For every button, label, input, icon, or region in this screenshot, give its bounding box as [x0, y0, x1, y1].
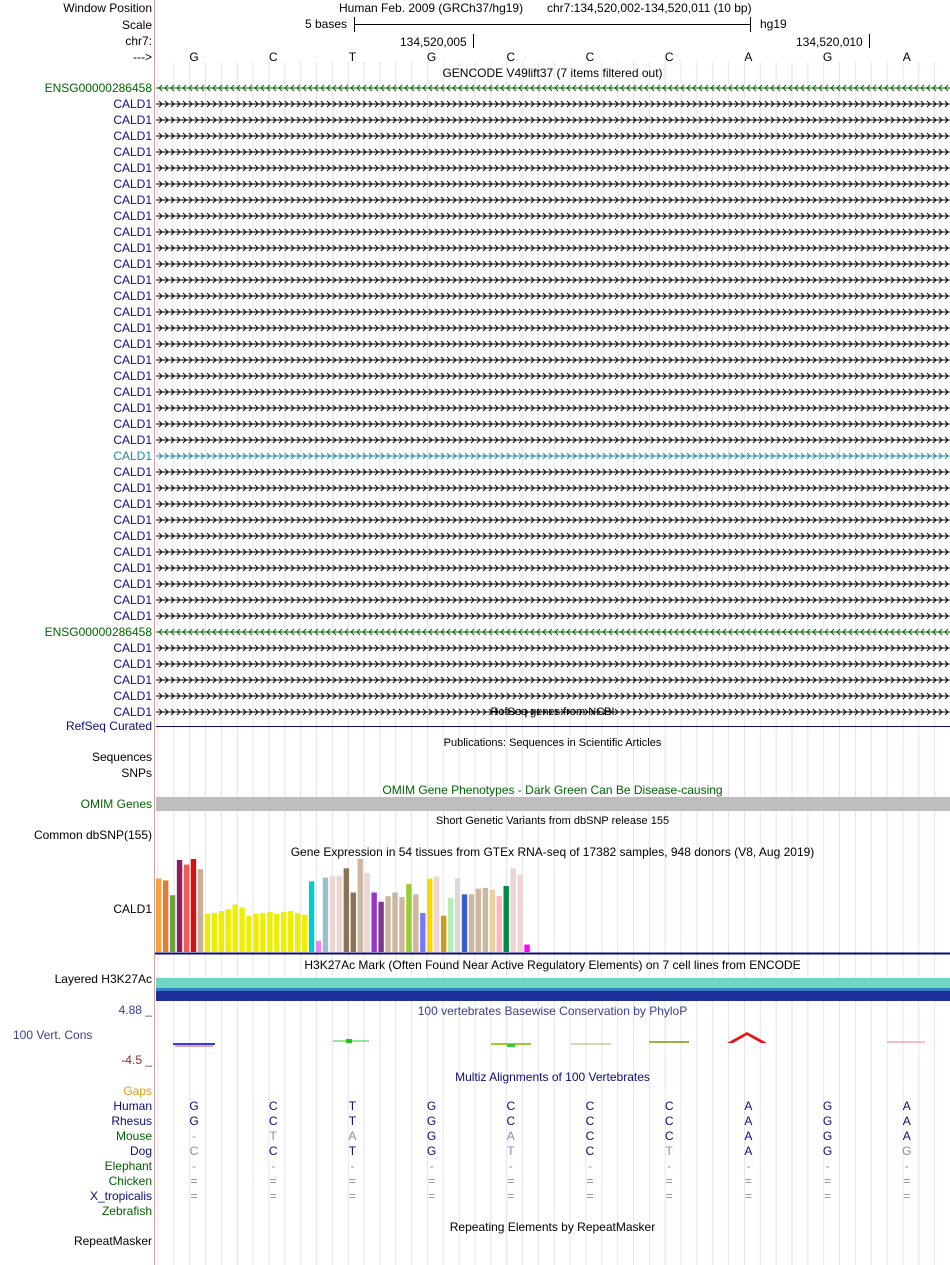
dna-base: A — [744, 50, 753, 64]
multiz-aligned-base: = — [190, 1189, 198, 1203]
gencode-transcript-line[interactable] — [156, 499, 950, 509]
refseq-track-label[interactable]: RefSeq Curated — [65, 719, 152, 733]
multiz-aligned-base: G — [822, 1099, 833, 1113]
multiz-aligned-base: C — [268, 1144, 278, 1158]
gtex-tissue-bar — [170, 895, 175, 952]
gtex-tissue-bar — [281, 912, 286, 952]
multiz-aligned-base: = — [428, 1189, 436, 1203]
gtex-tissue-bar — [156, 879, 161, 952]
multiz-aligned-base: G — [189, 1099, 199, 1113]
gtex-tissue-bar — [198, 869, 203, 952]
multiz-species-label[interactable]: Elephant — [104, 1159, 152, 1173]
gtex-tissue-bar — [337, 876, 342, 952]
multiz-aligned-base: T — [348, 1099, 357, 1113]
gtex-bar-chart[interactable] — [155, 858, 950, 955]
multiz-aligned-base: - — [429, 1159, 434, 1173]
gtex-tissue-bar — [274, 914, 279, 952]
gtex-tissue-bar — [351, 892, 356, 952]
gencode-transcript-label[interactable]: CALD1 — [113, 113, 152, 127]
multiz-aligned-base: C — [268, 1114, 278, 1128]
multiz-aligned-base: = — [903, 1174, 911, 1188]
multiz-aligned-base: - — [271, 1159, 276, 1173]
multiz-aligned-base: = — [269, 1174, 277, 1188]
scale-bar-left-tick — [354, 17, 355, 32]
gencode-transcript-label[interactable]: CALD1 — [113, 177, 152, 191]
gencode-transcript-label[interactable]: CALD1 — [113, 385, 152, 399]
gtex-tissue-bar — [420, 913, 425, 952]
multiz-aligned-base: C — [189, 1144, 199, 1158]
publications-label-sequences[interactable]: Sequences — [91, 750, 152, 764]
gencode-transcript-line[interactable] — [156, 659, 950, 669]
multiz-aligned-base: G — [426, 1099, 437, 1113]
multiz-species-label[interactable]: Mouse — [115, 1129, 152, 1143]
gencode-transcript-line[interactable] — [156, 307, 950, 317]
gtex-track-label[interactable]: CALD1 — [113, 902, 152, 916]
multiz-aligned-base: = — [348, 1174, 356, 1188]
gtex-tissue-bar — [448, 898, 453, 952]
gencode-transcript-line[interactable] — [156, 579, 950, 589]
gtex-tissue-bar — [441, 916, 446, 952]
scale-label[interactable]: Scale — [121, 18, 152, 32]
multiz-aligned-base: T — [348, 1114, 357, 1128]
gencode-transcript-label[interactable]: CALD1 — [113, 337, 152, 351]
multiz-species-label[interactable]: Dog — [129, 1144, 152, 1158]
multiz-species-label[interactable]: Zebrafish — [101, 1204, 152, 1218]
multiz-aligned-base: - — [350, 1159, 355, 1173]
gencode-transcript-label[interactable]: CALD1 — [113, 241, 152, 255]
multiz-aligned-base: G — [426, 1129, 437, 1143]
gtex-tissue-bar — [191, 859, 196, 952]
multiz-aligned-base: C — [506, 1099, 516, 1113]
gencode-transcript-label[interactable]: CALD1 — [113, 609, 152, 623]
publications-track-title[interactable]: Publications: Sequences in Scientific Articles — [443, 737, 662, 749]
gtex-tissue-bar — [510, 868, 515, 952]
gencode-transcript-line[interactable] — [156, 179, 950, 189]
multiz-aligned-base: - — [588, 1159, 592, 1173]
gtex-tissue-bar — [365, 873, 370, 952]
gtex-tissue-bar — [260, 913, 265, 952]
gencode-transcript-label[interactable]: CALD1 — [113, 353, 152, 367]
window-position-label[interactable]: Window Position — [63, 1, 152, 15]
multiz-aligned-base: A — [348, 1129, 357, 1143]
gencode-transcript-line[interactable] — [156, 163, 950, 173]
gtex-tissue-bar — [413, 894, 418, 952]
gtex-tissue-bar — [427, 879, 432, 952]
multiz-aligned-base: - — [192, 1159, 196, 1173]
phylop-max-label: 4.88 _ — [118, 1003, 152, 1017]
multiz-aligned-base: = — [665, 1189, 673, 1203]
coordinate-2-tick — [869, 34, 870, 48]
gtex-tissue-bar — [490, 890, 495, 952]
gencode-transcript-line[interactable] — [156, 547, 950, 557]
dna-base: G — [822, 50, 833, 64]
gtex-tissue-bar — [524, 945, 529, 952]
dna-base: C — [585, 50, 595, 64]
gencode-transcript-line[interactable] — [156, 243, 950, 253]
coordinate-1-tick — [473, 34, 474, 48]
multiz-aligned-base: = — [903, 1189, 911, 1203]
gtex-tissue-bar — [246, 916, 251, 952]
gencode-transcript-label[interactable]: ENSG00000286458 — [44, 625, 152, 639]
dbsnp-track-title[interactable]: Short Genetic Variants from dbSNP release 155 — [435, 815, 670, 827]
gencode-transcript-label[interactable]: ENSG00000286458 — [44, 81, 152, 95]
multiz-aligned-base: G — [189, 1114, 199, 1128]
multiz-aligned-base: A — [902, 1114, 911, 1128]
gtex-tissue-bar — [378, 902, 383, 952]
dbsnp-track-label[interactable]: Common dbSNP(155) — [33, 828, 152, 842]
dna-base: C — [506, 50, 516, 64]
gtex-tissue-bar — [497, 896, 502, 952]
gencode-transcript-label[interactable]: CALD1 — [113, 545, 152, 559]
multiz-aligned-base: G — [822, 1114, 833, 1128]
gencode-transcript-line[interactable] — [156, 339, 950, 349]
multiz-aligned-base: A — [744, 1144, 753, 1158]
gencode-transcript-line[interactable] — [156, 611, 950, 621]
multiz-aligned-base: T — [665, 1144, 673, 1158]
multiz-aligned-base: = — [744, 1189, 752, 1203]
gtex-tissue-bar — [267, 912, 272, 952]
gtex-tissue-bar — [406, 884, 411, 952]
phylop-track-label[interactable]: 100 Vert. Cons — [13, 1028, 93, 1042]
gencode-transcript-label[interactable]: CALD1 — [113, 657, 152, 671]
gencode-transcript-label[interactable]: CALD1 — [113, 401, 152, 415]
gencode-transcript-line[interactable] — [156, 515, 950, 525]
phylop-conservation-plot[interactable] — [155, 1030, 950, 1050]
multiz-aligned-base: = — [586, 1189, 594, 1203]
gencode-transcript-label[interactable]: CALD1 — [113, 561, 152, 575]
gencode-transcript-label[interactable]: CALD1 — [113, 593, 152, 607]
gencode-transcript-line[interactable] — [156, 675, 950, 685]
gencode-transcript-line[interactable] — [156, 627, 950, 637]
gencode-transcript-line[interactable] — [156, 483, 950, 493]
gtex-track-title[interactable]: Gene Expression in 54 tissues from GTEx RNA-seq of 17382 samples, 948 donors (V8, Aug 2019) — [290, 845, 815, 859]
scale-bar-right-tick — [750, 17, 751, 32]
gtex-tissue-bar — [295, 913, 300, 952]
gencode-transcript-line[interactable] — [156, 131, 950, 141]
gtex-tissue-bar — [469, 894, 474, 952]
multiz-aligned-base: A — [902, 1099, 911, 1113]
h3k27ac-layer-dark[interactable] — [156, 991, 950, 1001]
gencode-transcript-line[interactable] — [156, 467, 950, 477]
phylop-track-title[interactable]: 100 vertebrates Basewise Conservation by PhyloP — [417, 1004, 688, 1018]
position-text: chr7:134,520,002-134,520,011 (10 bp) — [547, 1, 752, 15]
gencode-transcript-label[interactable]: CALD1 — [113, 673, 152, 687]
gtex-tissue-bar — [239, 907, 244, 952]
gencode-transcript-line[interactable] — [156, 643, 950, 653]
gencode-transcript-label[interactable]: CALD1 — [113, 145, 152, 159]
multiz-aligned-base: A — [744, 1099, 753, 1113]
multiz-aligned-base: A — [744, 1114, 753, 1128]
multiz-aligned-base: - — [746, 1159, 751, 1173]
repeatmasker-track-title[interactable]: Repeating Elements by RepeatMasker — [449, 1220, 656, 1234]
gencode-transcript-label[interactable]: CALD1 — [113, 289, 152, 303]
gtex-tissue-bar — [399, 897, 404, 952]
gtex-tissue-bar — [253, 914, 258, 952]
refseq-track-title[interactable]: RefSeq genes from NCBI — [490, 706, 615, 718]
multiz-aligned-base: = — [348, 1189, 356, 1203]
gencode-transcript-line[interactable] — [156, 595, 950, 605]
scale-bases-text: 5 bases — [305, 17, 348, 31]
gencode-transcript-label[interactable]: CALD1 — [113, 481, 152, 495]
gencode-transcript-label[interactable]: CALD1 — [113, 321, 152, 335]
gtex-tissue-bar — [358, 859, 363, 952]
phylop-signal-6-peak — [727, 1032, 767, 1043]
multiz-species-label[interactable]: X_tropicalis — [89, 1189, 152, 1203]
gtex-tissue-bar — [288, 911, 293, 952]
gtex-tissue-bar — [302, 915, 307, 952]
gtex-tissue-bar — [330, 876, 335, 952]
multiz-aligned-base: - — [192, 1129, 196, 1143]
gtex-tissue-bar — [212, 913, 217, 952]
gtex-tissue-bar — [385, 896, 390, 952]
gencode-transcript-line[interactable] — [156, 691, 950, 701]
gencode-transcript-line[interactable] — [156, 355, 950, 365]
gtex-tissue-bar — [323, 878, 328, 952]
gtex-tissue-bar — [226, 909, 231, 952]
gencode-transcript-label[interactable]: CALD1 — [113, 257, 152, 271]
multiz-aligned-base: C — [585, 1114, 595, 1128]
multiz-aligned-base: G — [822, 1129, 833, 1143]
gtex-tissue-bar — [483, 888, 488, 952]
multiz-aligned-base: C — [664, 1099, 674, 1113]
multiz-aligned-base: T — [269, 1129, 277, 1143]
multiz-aligned-base: = — [507, 1189, 515, 1203]
gencode-transcript-label[interactable]: CALD1 — [113, 497, 152, 511]
gencode-transcript-label[interactable]: CALD1 — [113, 225, 152, 239]
gtex-tissue-bar — [309, 881, 314, 952]
multiz-aligned-base: - — [825, 1159, 830, 1173]
gencode-transcript-label[interactable]: CALD1 — [113, 449, 152, 463]
coordinate-2: 134,520,010 — [796, 35, 863, 49]
gencode-transcript-label[interactable]: CALD1 — [113, 641, 152, 655]
gtex-tissue-bar — [232, 905, 237, 952]
multiz-aligned-base: - — [508, 1159, 513, 1173]
multiz-aligned-base: = — [586, 1174, 594, 1188]
gencode-transcript-label[interactable]: CALD1 — [113, 513, 152, 527]
gencode-transcript-label[interactable]: CALD1 — [113, 417, 152, 431]
gtex-tissue-bar — [392, 892, 397, 952]
gtex-tissue-bar — [462, 894, 467, 952]
multiz-aligned-base: = — [269, 1189, 277, 1203]
dna-base: C — [268, 50, 278, 64]
dna-base: C — [664, 50, 674, 64]
gtex-tissue-bar — [205, 914, 210, 952]
multiz-aligned-base: = — [824, 1189, 832, 1203]
coordinate-1: 134,520,005 — [400, 35, 467, 49]
multiz-aligned-base: - — [667, 1159, 672, 1173]
gtex-tissue-bar — [504, 886, 509, 952]
multiz-aligned-base: C — [268, 1099, 278, 1113]
gencode-transcript-line[interactable] — [156, 371, 950, 381]
gencode-transcript-label[interactable]: CALD1 — [113, 465, 152, 479]
gencode-transcript-label[interactable]: CALD1 — [113, 209, 152, 223]
gtex-tissue-bar — [455, 879, 460, 952]
omim-feature-bar[interactable] — [156, 797, 950, 811]
gencode-transcript-line[interactable] — [156, 275, 950, 285]
strand-label[interactable]: ---> — [133, 50, 152, 64]
gencode-transcript-label[interactable]: CALD1 — [113, 529, 152, 543]
phylop-signal-2b — [346, 1039, 352, 1043]
multiz-aligned-base: C — [585, 1144, 595, 1158]
multiz-aligned-base: G — [822, 1144, 833, 1158]
gencode-transcript-label[interactable]: CALD1 — [113, 689, 152, 703]
scale-bar — [354, 24, 751, 25]
gencode-transcript-line[interactable] — [156, 115, 950, 125]
gencode-transcript-line[interactable] — [156, 323, 950, 333]
gencode-transcript-line[interactable] — [156, 435, 950, 445]
multiz-track-title[interactable]: Multiz Alignments of 100 Vertebrates — [455, 1070, 650, 1084]
multiz-aligned-base: = — [507, 1174, 515, 1188]
gencode-transcript-label[interactable]: CALD1 — [113, 129, 152, 143]
multiz-aligned-base: C — [585, 1129, 595, 1143]
assembly-text: Human Feb. 2009 (GRCh37/hg19) — [339, 1, 524, 15]
gtex-tissue-bar — [177, 860, 182, 952]
gencode-track-title[interactable]: GENCODE V49lift37 (7 items filtered out) — [442, 66, 663, 80]
gencode-transcript-line[interactable] — [156, 419, 950, 429]
multiz-aligned-base: T — [348, 1144, 357, 1158]
gencode-transcript-label[interactable]: CALD1 — [113, 577, 152, 591]
gencode-transcript-label[interactable]: CALD1 — [113, 97, 152, 111]
gencode-transcript-line[interactable] — [156, 99, 950, 109]
multiz-aligned-base: G — [902, 1144, 912, 1158]
dna-base: G — [426, 50, 437, 64]
gencode-transcript-line[interactable] — [156, 259, 950, 269]
gencode-transcript-line[interactable] — [156, 563, 950, 573]
gtex-tissue-bar — [163, 880, 168, 952]
gencode-transcript-line[interactable] — [156, 531, 950, 541]
gtex-tissue-bar — [184, 865, 189, 952]
h3k27ac-layer-light[interactable] — [156, 978, 950, 988]
multiz-aligned-base: C — [664, 1114, 674, 1128]
multiz-aligned-base: A — [506, 1129, 515, 1143]
multiz-aligned-base: = — [824, 1174, 832, 1188]
phylop-min-label: -4.5 _ — [121, 1053, 152, 1067]
gencode-transcript-line[interactable] — [156, 451, 950, 461]
multiz-aligned-base: A — [744, 1129, 753, 1143]
dna-base: T — [348, 50, 357, 64]
multiz-aligned-base: = — [428, 1174, 436, 1188]
omim-track-title[interactable]: OMIM Gene Phenotypes - Dark Green Can Be Disease-causing — [382, 783, 723, 797]
phylop-signal-3b — [507, 1044, 515, 1047]
gaps-label[interactable]: Gaps — [123, 1084, 152, 1098]
gencode-transcript-line[interactable] — [156, 195, 950, 205]
gencode-transcript-line[interactable] — [156, 387, 950, 397]
gencode-transcript-label[interactable]: CALD1 — [113, 433, 152, 447]
omim-track-label[interactable]: OMIM Genes — [80, 797, 152, 811]
multiz-aligned-base: G — [426, 1114, 437, 1128]
chrom-label[interactable]: chr7: — [125, 34, 152, 48]
gtex-tissue-bar — [517, 875, 522, 952]
gencode-transcript-label[interactable]: CALD1 — [113, 161, 152, 175]
gencode-transcript-label[interactable]: CALD1 — [113, 305, 152, 319]
multiz-aligned-base: G — [426, 1144, 437, 1158]
gtex-tissue-bar — [344, 868, 349, 952]
multiz-aligned-base: = — [744, 1174, 752, 1188]
multiz-aligned-base: - — [904, 1159, 909, 1173]
multiz-aligned-base: C — [664, 1129, 674, 1143]
repeatmasker-track-label[interactable]: RepeatMasker — [73, 1234, 152, 1248]
multiz-species-label[interactable]: Human — [113, 1099, 152, 1113]
scale-db-text: hg19 — [760, 17, 787, 31]
multiz-aligned-base: = — [190, 1174, 198, 1188]
gencode-transcript-label[interactable]: CALD1 — [113, 273, 152, 287]
gtex-tissue-bar — [476, 889, 481, 952]
h3k27ac-track-title[interactable]: H3K27Ac Mark (Often Found Near Active Regulatory Elements) on 7 cell lines from ENCODE — [304, 958, 801, 972]
gtex-tissue-bar — [316, 941, 321, 952]
gencode-transcript-line[interactable] — [156, 147, 950, 157]
gencode-transcript-line[interactable] — [156, 227, 950, 237]
gtex-tissue-bar — [434, 877, 439, 952]
refseq-gene-line[interactable] — [156, 726, 950, 727]
dna-base: A — [902, 50, 911, 64]
gencode-transcript-label[interactable]: CALD1 — [113, 369, 152, 383]
gencode-transcript-label[interactable]: CALD1 — [113, 193, 152, 207]
multiz-aligned-base: C — [506, 1114, 516, 1128]
gencode-transcript-line[interactable] — [156, 83, 950, 93]
gtex-tissue-bar — [219, 911, 224, 952]
gtex-tissue-bar — [371, 892, 376, 952]
dna-base: G — [189, 50, 199, 64]
gencode-transcript-line[interactable] — [156, 291, 950, 301]
multiz-aligned-base: A — [902, 1129, 911, 1143]
gencode-transcript-line[interactable] — [156, 211, 950, 221]
gencode-transcript-line[interactable] — [156, 403, 950, 413]
multiz-species-label[interactable]: Rhesus — [111, 1114, 152, 1128]
h3k27ac-track-label[interactable]: Layered H3K27Ac — [54, 972, 152, 986]
multiz-aligned-base: C — [585, 1099, 595, 1113]
gencode-transcript-label[interactable]: CALD1 — [113, 705, 152, 719]
multiz-aligned-base: = — [665, 1174, 673, 1188]
publications-label-snps[interactable]: SNPs — [121, 766, 152, 780]
multiz-aligned-base: T — [507, 1144, 515, 1158]
multiz-species-label[interactable]: Chicken — [108, 1174, 152, 1188]
